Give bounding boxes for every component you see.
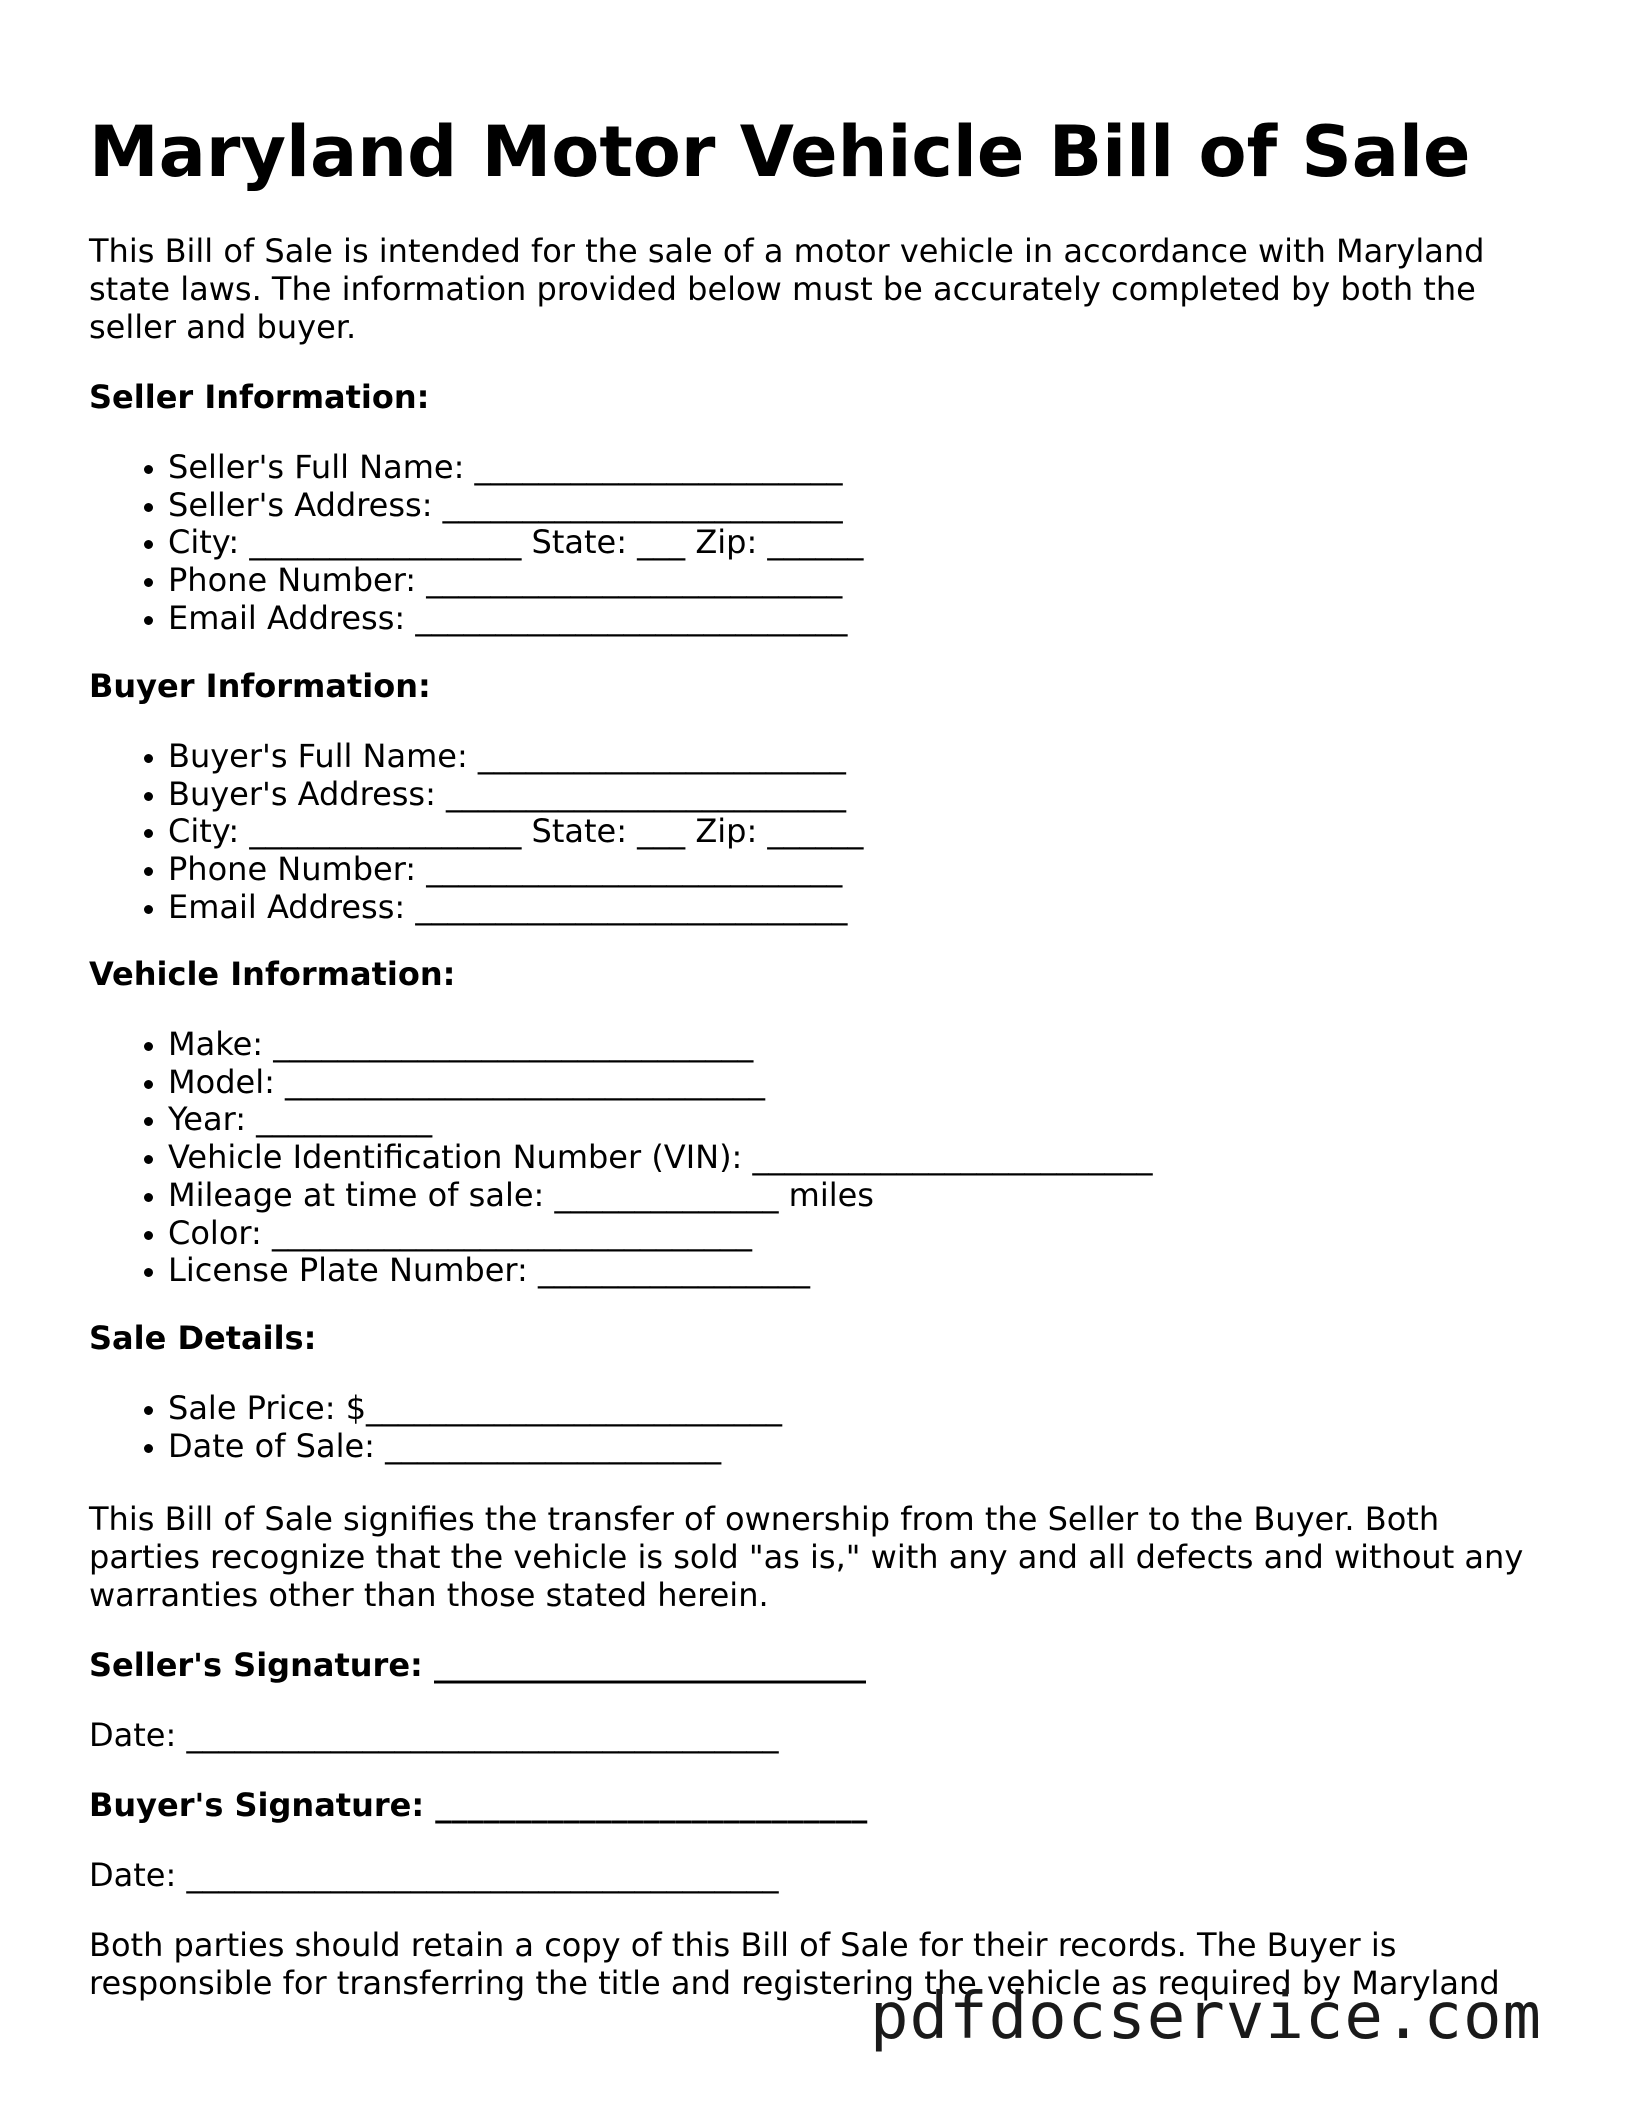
vehicle-make-field: • Make: ______________________________ (168, 1026, 1153, 1064)
buyer-name-field: • Buyer's Full Name: _______________________ (168, 738, 863, 776)
seller-section-heading: Seller Information: (89, 378, 430, 416)
closing-line-1: Both parties should retain a copy of this Bill of Sale for their records. The Buyer is (89, 1926, 1397, 1964)
vehicle-model-field: • Model: ______________________________ (168, 1064, 1153, 1102)
transfer-line-1: This Bill of Sale signifies the transfer of ownership from the Seller to the Buyer. Both (89, 1500, 1440, 1538)
transfer-line-2: parties recognize that the vehicle is sold "as is," with any and all defects and without any (89, 1538, 1524, 1576)
buyer-section-heading: Buyer Information: (89, 667, 431, 705)
seller-city-state-zip-field: • City: _________________ State: ___ Zip: ______ (168, 524, 863, 562)
sale-section-heading: Sale Details: (89, 1319, 317, 1357)
vehicle-fields-list (89, 1026, 1153, 1290)
sale-price-field: • Sale Price: $__________________________ (168, 1390, 782, 1428)
vehicle-section-heading: Vehicle Information: (89, 955, 456, 993)
sale-fields-list (89, 1390, 782, 1465)
seller-name-field: • Seller's Full Name: _______________________ (168, 449, 863, 487)
buyer-address-field: • Buyer's Address: _________________________ (168, 776, 863, 814)
seller-email-field: • Email Address: ___________________________ (168, 600, 863, 638)
seller-fields-list (89, 449, 863, 638)
buyer-signature-line: Buyer's Signature: ___________________________ (89, 1786, 868, 1824)
intro-line-3: seller and buyer. (89, 308, 357, 346)
buyer-fields-list (89, 738, 863, 927)
intro-line-2: state laws. The information provided below must be accurately completed by both the (89, 270, 1476, 308)
buyer-phone-field: • Phone Number: __________________________ (168, 851, 863, 889)
vehicle-plate-field: • License Plate Number: _________________ (168, 1252, 1153, 1290)
buyer-email-field: • Email Address: ___________________________ (168, 889, 863, 927)
intro-line-1: This Bill of Sale is intended for the sale of a motor vehicle in accordance with Maryland (89, 232, 1485, 270)
seller-phone-field: • Phone Number: __________________________ (168, 562, 863, 600)
seller-address-field: • Seller's Address: _________________________ (168, 487, 863, 525)
buyer-city-state-zip-field: • City: _________________ State: ___ Zip: ______ (168, 813, 863, 851)
transfer-line-3: warranties other than those stated herein. (89, 1576, 769, 1614)
watermark-text: pdfdocservice.com (870, 1980, 1543, 2054)
closing-line-2: responsible for transferring the title and registering the vehicle as required by Maryland (89, 1964, 1500, 2002)
vehicle-mileage-field: • Mileage at time of sale: ______________ miles (168, 1177, 1153, 1215)
page-title: Maryland Motor Vehicle Bill of Sale (89, 111, 1471, 193)
sale-date-field: • Date of Sale: _____________________ (168, 1428, 782, 1466)
seller-date-line: Date: _____________________________________ (89, 1716, 779, 1754)
seller-signature-line: Seller's Signature: ___________________________ (89, 1646, 866, 1684)
vehicle-color-field: • Color: ______________________________ (168, 1215, 1153, 1253)
vehicle-vin-field: • Vehicle Identification Number (VIN): _________________________ (168, 1139, 1153, 1177)
buyer-date-line: Date: _____________________________________ (89, 1856, 779, 1894)
vehicle-year-field: • Year: ___________ (168, 1101, 1153, 1139)
